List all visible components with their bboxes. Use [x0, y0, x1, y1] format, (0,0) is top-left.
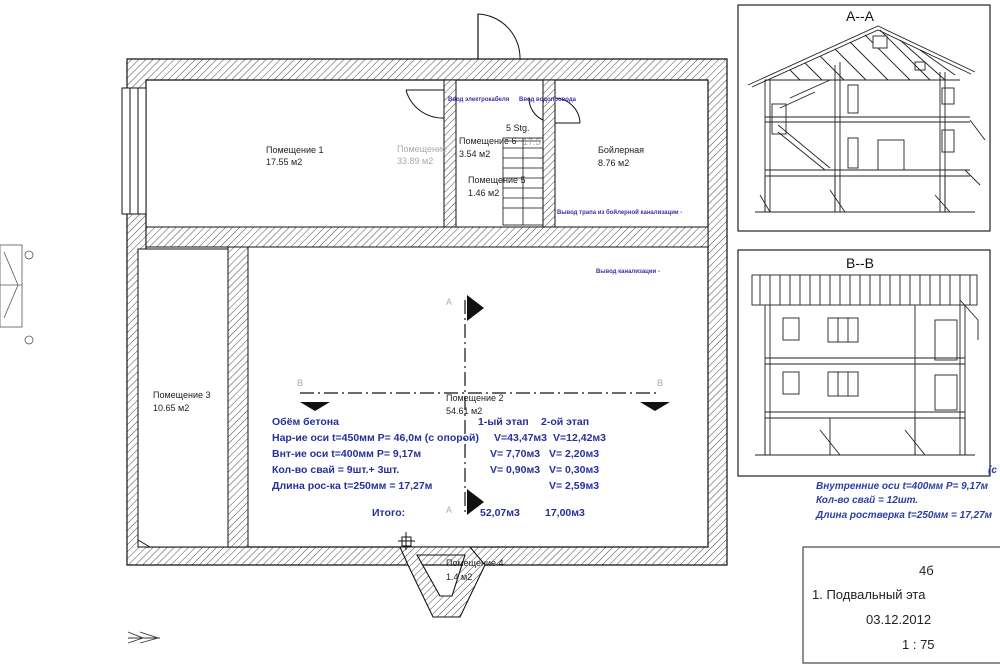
calc-row-v1: V=43,47м3 — [494, 432, 548, 444]
note-electric: Ввод электрокабеля — [448, 97, 510, 103]
calc-row-label: Длина рос-ка t=250мм = 17,27м — [272, 480, 433, 492]
stamp-scale: 1 : 75 — [902, 637, 935, 652]
section-arrow-b-left — [300, 402, 330, 411]
plan-walls — [122, 14, 727, 617]
room-6-area: 3.54 м2 — [459, 149, 491, 159]
section-mark-a-top: A — [446, 297, 453, 307]
calc-row-v2: V= 2,59м3 — [549, 480, 600, 492]
stamp-title: 1. Подвальный эта — [812, 587, 926, 602]
calc-row-v2: V= 0,30м3 — [549, 464, 600, 476]
note-sewer: Вывод канализации - — [596, 269, 660, 275]
section-arrow-a-top — [467, 295, 484, 321]
left-edge-symbol — [0, 245, 33, 344]
calc-row-v2: V= 2,20м3 — [549, 448, 600, 460]
calc-total-stage-2: 17,00м3 — [545, 507, 585, 519]
section-arrow-b-right — [640, 402, 670, 411]
calc-row-label: Внт-ие оси t=400мм Р= 9,17м — [272, 448, 422, 460]
calc-total-stage-1: 52,07м3 — [480, 507, 520, 519]
room-4-name: Помещение 4 — [446, 558, 504, 568]
section-bb-frame — [738, 250, 990, 476]
stamp-date: 03.12.2012 — [866, 612, 932, 627]
wall-horizontal — [146, 227, 708, 247]
calc-row-v1: V= 0,90м3 — [490, 464, 541, 476]
boiler-room-name: Бойлерная — [598, 145, 645, 155]
room-1-name: Помещение 1 — [266, 145, 324, 155]
side-note-3: Длина ростверка t=250мм = 17,27м — [816, 510, 993, 521]
calc-row-label: Кол-во свай = 9шт.+ 3шт. — [272, 464, 400, 476]
calc-row-v1: V= 7,70м3 — [490, 448, 541, 460]
section-aa-frame — [738, 5, 990, 231]
top-door — [478, 14, 520, 59]
room-2-area: 54.61 м2 — [446, 406, 483, 416]
north-arrow-icon — [128, 632, 160, 643]
section-aa-title: A--A — [846, 8, 874, 24]
stamp-sheet: 4б — [919, 563, 934, 578]
section-mark-a-bottom: A — [446, 505, 453, 515]
note-water: Ввод водопровода — [519, 97, 576, 103]
room-3-name: Помещение 3 — [153, 390, 211, 400]
room-5-area: 1.46 м2 — [468, 188, 500, 198]
stair-label: 5 Stg. — [506, 123, 530, 133]
title-stamp — [803, 547, 1000, 663]
section-aa-drawing — [738, 5, 990, 231]
section-mark-b-right: B — [657, 378, 664, 388]
room-faint-area: 33.89 м2 — [397, 156, 434, 166]
calc-total-label: Итого: — [372, 507, 406, 519]
section-mark-b-left: B — [297, 378, 304, 388]
side-note-2: Кол-во свай = 12шт. — [816, 495, 919, 506]
calc-stage-2: 2-ой этап — [541, 416, 590, 428]
boiler-room-area: 8.76 м2 — [598, 158, 630, 168]
section-bb-title: B--B — [846, 255, 874, 271]
room-5-name: Помещение 5 — [468, 175, 526, 185]
calc-stage-1: 1-ый этап — [478, 416, 529, 428]
room-2-name: Помещение 2 — [446, 393, 504, 403]
calc-title: Обём бетона — [272, 416, 339, 428]
room-3-area: 10.65 м2 — [153, 403, 190, 413]
calc-row-label: Нар-ие оси t=450мм Р= 46,0м (с опорой) — [272, 432, 480, 444]
room-6-name: Помещение 6 — [459, 136, 517, 146]
room-1-area: 17.55 м2 — [266, 157, 303, 167]
room-faint-name: Помещение — [397, 144, 447, 154]
room-4-area: 1.4 м2 — [446, 572, 473, 582]
wall-v3 — [228, 247, 248, 547]
concrete-calc — [272, 416, 606, 519]
note-boiler-drain: Вывод трапа из бойлерной канализации - — [557, 210, 683, 216]
section-bb-drawing — [738, 250, 990, 476]
side-note-0: (с — [988, 465, 997, 476]
window-left — [122, 88, 146, 214]
side-note-1: Внутренние оси t=400мм Р= 9,17м — [816, 481, 989, 492]
calc-row-v2: V=12,42м3 — [553, 432, 607, 444]
stair-dim: 17.5 — [523, 137, 541, 147]
